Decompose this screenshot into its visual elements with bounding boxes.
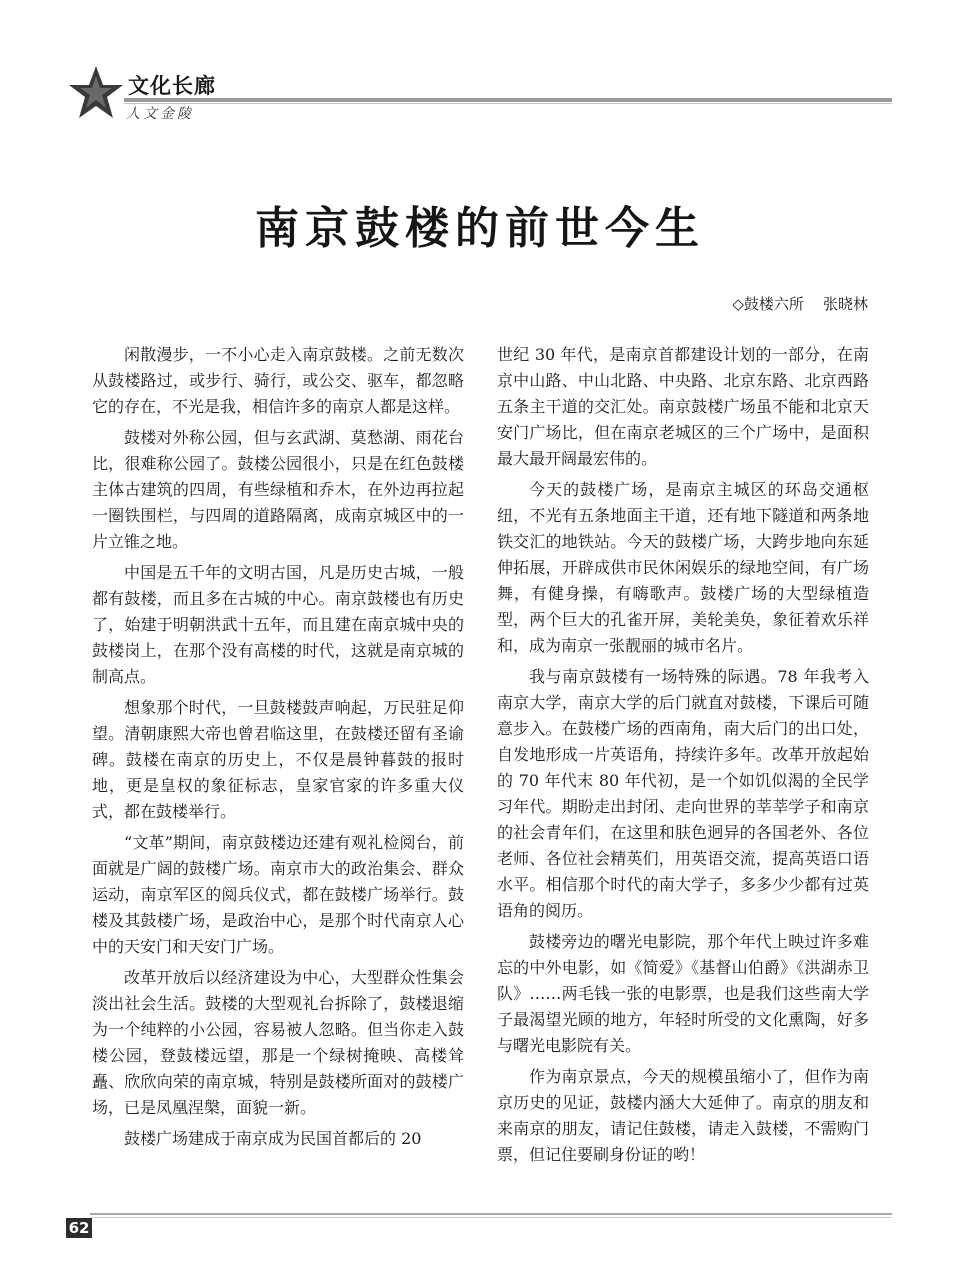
page-number: 62 <box>66 1218 92 1238</box>
paragraph: 鼓楼旁边的曙光电影院，那个年代上映过许多难忘的中外电影，如《简爱》《基督山伯爵》《洪湖赤卫队》……两毛钱一张的电影票，也是我们这些南大学子最渴望光顾的地方，年轻时所受的文化熏陶，好多与曙光电影院有关。 <box>497 932 869 1055</box>
byline-org: 鼓楼六所 <box>743 295 804 313</box>
star-emblem-icon <box>66 64 126 122</box>
footer-rule-thin <box>90 1217 892 1218</box>
paragraph: 中国是五千年的文明古国，凡是历史古城，一般都有鼓楼，而且多在古城的中心。南京鼓楼也有历史了，始建于明朝洪武十五年，而且建在南京城中央的鼓楼岗上，在那个没有高楼的时代，这就是南京城的制高点。 <box>92 563 464 686</box>
byline-marker: ◇ <box>732 295 744 313</box>
paragraph: 鼓楼对外称公园，但与玄武湖、莫愁湖、雨花台比，很难称公园了。鼓楼公园很小，只是在红色鼓楼主体古建筑的四周，有些绿植和乔木，在外边再拉起一圈铁围栏，与四周的道路隔离，成南京城区中的一片立锥之地。 <box>92 428 464 551</box>
header-rule <box>124 98 892 102</box>
right-column <box>497 342 869 1173</box>
paragraph: 今天的鼓楼广场，是南京主城区的环岛交通枢纽，不光有五条地面主干道，还有地下隧道和两条地铁交汇的地铁站。今天的鼓楼广场，大跨步地向东延伸拓展，开辟成供市民休闲娱乐的绿地空间，有广场舞，有健身操，有嗨歌声。鼓楼广场的大型绿植造型，两个巨大的孔雀开屏，美轮美奂，象征着欢乐祥和，成为南京一张靓丽的城市名片。 <box>497 480 869 655</box>
paragraph: 改革开放后以经济建设为中心，大型群众性集会淡出社会生活。鼓楼的大型观礼台拆除了，鼓楼退缩为一个纯粹的小公园，容易被人忽略。但当你走入鼓楼公园，登鼓楼远望，那是一个绿树掩映、高楼耸矗、欣欣向荣的南京城，特别是鼓楼所面对的鼓楼广场，已是凤凰涅槃，面貌一新。 <box>92 968 464 1117</box>
paragraph: 我与南京鼓楼有一场特殊的际遇。78 年我考入南京大学，南京大学的后门就直对鼓楼，下课后可随意步入。在鼓楼广场的西南角，南大后门的出口处，自发地形成一片英语角，持续许多年。改革开放起始的 70 年代末 80 年代初，是一个如饥似渴的全民学习年代。期盼走出封闭、走向世界的莘莘学子和南京的社会青年们，在这里和肤色迥异的各国老外、各位老师、各位社会精英们，用英语交流，提高英语口语水平。相信那个时代的南大学子，多多少少都有过英语角的阅历。 <box>497 667 869 920</box>
section-title: 文化长廊 <box>128 74 216 98</box>
paragraph: 鼓楼广场建成于南京成为民国首都后的 20 <box>124 1129 422 1148</box>
paragraph: 闲散漫步，一不小心走入南京鼓楼。之前无数次从鼓楼路过，或步行、骑行，或公交、驱车，都忽略它的存在，不光是我，相信许多的南京人都是这样。 <box>92 345 464 416</box>
header-rule-thin <box>124 103 892 104</box>
paragraph-continued: 世纪 30 年代，是南京首都建设计划的一部分，在南京中山路、中山北路、中央路、北京东路、北京西路五条主干道的交汇处。南京鼓楼广场虽不能和北京天安门广场比，但在南京老城区的三个广场中，是面积最大最开阔最宏伟的。 <box>497 345 869 468</box>
byline <box>732 293 868 314</box>
section-header <box>0 0 960 140</box>
byline-author: 张晓林 <box>822 295 868 313</box>
left-column <box>92 342 464 1157</box>
footer-rule <box>90 1213 892 1215</box>
paragraph: “文革”期间，南京鼓楼边还建有观礼检阅台，前面就是广阔的鼓楼广场。南京市大的政治集会、群众运动，南京军区的阅兵仪式，都在鼓楼广场举行。鼓楼及其鼓楼广场，是政治中心，是那个时代南京人心中的天安门和天安门广场。 <box>92 833 464 956</box>
paragraph: 作为南京景点，今天的规模虽缩小了，但作为南京历史的见证，鼓楼内涵大大延伸了。南京的朋友和来南京的朋友，请记住鼓楼，请走入鼓楼，不需购门票，但记住要刷身份证的哟！ <box>497 1067 869 1164</box>
section-subtitle: 人文金陵 <box>126 106 194 122</box>
paragraph: 想象那个时代，一旦鼓楼鼓声响起，万民驻足仰望。清朝康熙大帝也曾君临这里，在鼓楼还留有圣谕碑。鼓楼在南京的历史上，不仅是晨钟暮鼓的报时地，更是皇权的象征标志，皇家官家的许多重大仪式，都在鼓楼举行。 <box>92 698 464 821</box>
article-title: 南京鼓楼的前世今生 <box>255 203 705 254</box>
